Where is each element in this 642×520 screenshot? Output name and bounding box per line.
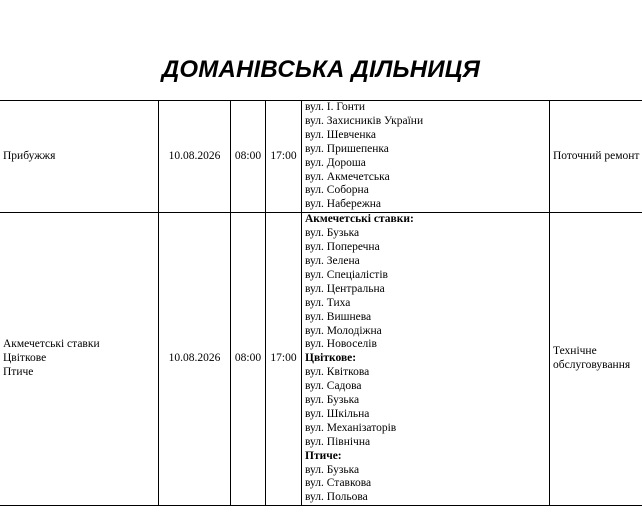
street-name: вул. Бузька xyxy=(305,227,360,240)
outage-schedule-table xyxy=(0,100,642,506)
street-name: вул. Північна xyxy=(305,435,371,448)
street-name: вул. Спеціалістів xyxy=(305,268,388,281)
street-name: вул. Набережна xyxy=(305,198,382,211)
end-time-cell: 17:00 xyxy=(266,101,302,213)
street-name: вул. Захисників України xyxy=(305,114,424,127)
end-time-cell: 17:00 xyxy=(266,213,302,506)
settlement-name: Цвіткове xyxy=(3,352,47,365)
settlement-cell xyxy=(0,213,159,506)
street-name: вул. Поперечна xyxy=(305,241,380,254)
street-name: вул. Соборна xyxy=(305,184,369,197)
street-name: вул. Бузька xyxy=(305,463,360,476)
settlement-group-heading: Акмечетські ставки: xyxy=(305,213,414,226)
street-name: вул. Дорошa xyxy=(305,156,366,169)
street-name: вул. Центральна xyxy=(305,282,385,295)
street-name: вул. Польова xyxy=(305,491,368,504)
settlement-name: Акмечетські ставки xyxy=(3,338,100,351)
street-name: вул. Квіткова xyxy=(305,366,370,379)
section-title: ДОМАНІВСЬКА ДІЛЬНИЦЯ xyxy=(161,56,481,83)
street-name: вул. Садова xyxy=(305,380,362,393)
date-cell: 10.08.2026 xyxy=(159,213,231,506)
start-time-cell: 08:00 xyxy=(231,101,266,213)
street-name: вул. Ставкова xyxy=(305,477,372,490)
settlement-cell xyxy=(0,101,159,213)
table-row xyxy=(0,213,642,506)
work-type-cell: Поточний ремонт xyxy=(550,101,642,213)
street-name: вул. Акмечетська xyxy=(305,170,390,183)
settlement-group-heading: Птиче: xyxy=(305,449,342,462)
street-name: вул. Шкільна xyxy=(305,407,370,420)
street-name: вул. І. Гонти xyxy=(305,101,366,113)
date-cell: 10.08.2026 xyxy=(159,101,231,213)
street-name: вул. Механізаторів xyxy=(305,421,397,434)
work-type-cell: Технічне обслуговування xyxy=(550,213,642,506)
street-name: вул. Тиха xyxy=(305,296,351,309)
street-name: вул. Вишнева xyxy=(305,310,372,323)
street-name: вул. Шевченка xyxy=(305,128,377,141)
street-name: вул. Пришепенка xyxy=(305,142,389,155)
table-row xyxy=(0,101,642,213)
streets-cell xyxy=(302,101,550,213)
settlement-group-heading: Цвіткове: xyxy=(305,352,357,365)
streets-cell xyxy=(302,213,550,506)
settlement-name: Птиче xyxy=(3,366,34,379)
street-name: вул. Молодіжна xyxy=(305,324,382,337)
street-name: вул. Бузька xyxy=(305,394,360,407)
street-name: вул. Новоселів xyxy=(305,338,377,351)
start-time-cell: 08:00 xyxy=(231,213,266,506)
street-name: вул. Зелена xyxy=(305,254,360,267)
settlement-name: Прибужжя xyxy=(3,149,56,162)
